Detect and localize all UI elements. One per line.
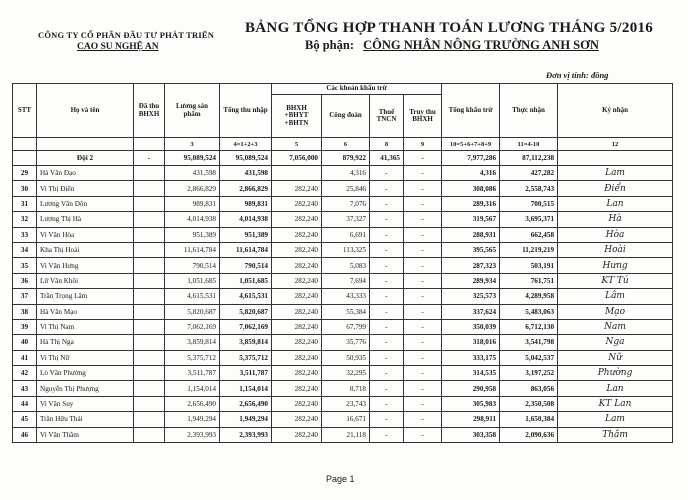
row-arrears: - [404, 381, 442, 396]
table-row [13, 319, 673, 334]
row-product-wage: 4,615,531 [165, 289, 220, 304]
row-total-income: 3,511,787 [220, 366, 272, 381]
row-bhxh-paid [134, 427, 165, 442]
team-total-deduction: 7,977,286 [442, 151, 500, 166]
team-insurance: 7,056,000 [272, 151, 322, 166]
signature-mark: Lan [558, 381, 673, 396]
row-total-deduction: 318,016 [442, 335, 500, 350]
index-c10: 10=5+6+7+8+9 [442, 138, 500, 151]
row-bhxh-paid [134, 273, 165, 288]
page-number: Page 1 [326, 474, 355, 484]
row-product-wage: 5,375,712 [165, 350, 220, 365]
row-arrears: - [404, 412, 442, 427]
row-tax: - [370, 227, 404, 242]
row-tax: - [370, 396, 404, 411]
row-stt: 40 [13, 335, 37, 350]
row-insurance: 282,240 [272, 258, 322, 273]
row-tax: - [370, 366, 404, 381]
row-tax: - [370, 381, 404, 396]
table-row [13, 181, 673, 196]
row-union: 5,083 [322, 258, 370, 273]
row-product-wage: 431,598 [165, 166, 220, 181]
header-row-top [13, 84, 673, 95]
column-index-row [13, 138, 673, 151]
table-row [13, 242, 673, 257]
row-bhxh-paid [134, 366, 165, 381]
document-title: BẢNG TỔNG HỢP THANH TOÁN LƯƠNG THÁNG 5/2016 [245, 20, 654, 36]
row-name: Vi Thị Nữ [37, 350, 134, 365]
department-name: CÔNG NHÂN NÔNG TRƯỜNG ANH SƠN [363, 38, 599, 52]
row-net: 3,695,371 [500, 212, 558, 227]
row-net: 863,056 [500, 381, 558, 396]
row-stt: 39 [13, 319, 37, 334]
company-name: CÔNG TY CỔ PHẦN ĐẦU TƯ PHÁT TRIỂN [38, 30, 215, 40]
row-union: 21,118 [322, 427, 370, 442]
team-arrears: - [404, 151, 442, 166]
signature-mark: KT Lan [558, 396, 673, 411]
row-total-income: 1,949,294 [220, 412, 272, 427]
row-total-income: 7,062,169 [220, 319, 272, 334]
row-bhxh-paid [134, 212, 165, 227]
row-bhxh-paid [134, 258, 165, 273]
signature-mark: Nữ [558, 350, 673, 365]
department-label: Bộ phận: [305, 38, 354, 52]
row-stt: 34 [13, 242, 37, 257]
row-net: 5,042,537 [500, 350, 558, 365]
row-arrears: - [404, 212, 442, 227]
row-name: Vi Thị Điển [37, 181, 134, 196]
row-total-deduction: 289,316 [442, 196, 500, 211]
row-arrears: - [404, 289, 442, 304]
table-row [13, 289, 673, 304]
row-product-wage: 3,859,814 [165, 335, 220, 350]
row-total-income: 1,051,685 [220, 273, 272, 288]
row-name: Nguyễn Thị Phượng [37, 381, 134, 396]
row-total-income: 5,820,687 [220, 304, 272, 319]
col-signature: Ký nhận [558, 84, 673, 138]
row-bhxh-paid [134, 181, 165, 196]
row-insurance: 282,240 [272, 366, 322, 381]
row-total-income: 790,514 [220, 258, 272, 273]
row-arrears: - [404, 242, 442, 257]
row-insurance: 282,240 [272, 381, 322, 396]
row-arrears: - [404, 427, 442, 442]
signature-mark: Nam [558, 319, 673, 334]
row-total-deduction: 350,039 [442, 319, 500, 334]
row-arrears: - [404, 227, 442, 242]
row-total-income: 431,598 [220, 166, 272, 181]
team-total-row [13, 151, 673, 166]
index-c12: 12 [558, 138, 673, 151]
row-total-income: 2,866,829 [220, 181, 272, 196]
signature-mark: KT Tú [558, 273, 673, 288]
row-total-income: 989,831 [220, 196, 272, 211]
row-arrears: - [404, 319, 442, 334]
row-net: 3,197,252 [500, 366, 558, 381]
row-tax: - [370, 273, 404, 288]
row-product-wage: 4,014,938 [165, 212, 220, 227]
row-total-deduction: 308,086 [442, 181, 500, 196]
team-label: Đội 2 [37, 151, 134, 166]
table-row [13, 412, 673, 427]
row-total-deduction: 288,931 [442, 227, 500, 242]
row-stt: 44 [13, 396, 37, 411]
row-stt: 35 [13, 258, 37, 273]
row-union: 8,718 [322, 381, 370, 396]
col-insurance: BHXH +BHYT +BHTN [272, 95, 322, 138]
row-name: Hà Thị Nga [37, 335, 134, 350]
row-tax: - [370, 196, 404, 211]
row-tax: - [370, 289, 404, 304]
row-product-wage: 1,154,014 [165, 381, 220, 396]
signature-mark: Lâm [558, 289, 673, 304]
row-net: 5,483,063 [500, 304, 558, 319]
row-product-wage: 11,614,784 [165, 242, 220, 257]
row-product-wage: 7,062,169 [165, 319, 220, 334]
row-stt: 38 [13, 304, 37, 319]
row-total-income: 5,375,712 [220, 350, 272, 365]
row-tax: - [370, 427, 404, 442]
row-name: Vi Văn Thắm [37, 427, 134, 442]
row-product-wage: 2,866,829 [165, 181, 220, 196]
signature-mark: Hưng [558, 258, 673, 273]
row-net: 2,090,636 [500, 427, 558, 442]
table-row [13, 212, 673, 227]
col-total-income: Tổng thu nhập [220, 84, 272, 138]
row-name: Lương Thị Hà [37, 212, 134, 227]
row-product-wage: 790,514 [165, 258, 220, 273]
row-name: Lữ Văn Khôi [37, 273, 134, 288]
col-stt: STT [13, 84, 37, 138]
row-union: 25,846 [322, 181, 370, 196]
row-total-deduction: 298,911 [442, 412, 500, 427]
row-union: 37,327 [322, 212, 370, 227]
index-c11: 11=4-10 [500, 138, 558, 151]
row-arrears: - [404, 350, 442, 365]
row-net: 427,282 [500, 166, 558, 181]
row-union: 32,295 [322, 366, 370, 381]
team-bhxh: - [134, 151, 165, 166]
row-bhxh-paid [134, 319, 165, 334]
index-c6: 6 [322, 138, 370, 151]
row-name: Lò Văn Phường [37, 366, 134, 381]
row-total-income: 4,615,531 [220, 289, 272, 304]
row-net: 6,712,130 [500, 319, 558, 334]
row-stt: 46 [13, 427, 37, 442]
row-tax: - [370, 181, 404, 196]
table-row [13, 335, 673, 350]
row-insurance: 282,240 [272, 427, 322, 442]
row-name: Vi Văn Hòa [37, 227, 134, 242]
row-net: 2,558,743 [500, 181, 558, 196]
row-union: 6,691 [322, 227, 370, 242]
row-tax: - [370, 242, 404, 257]
signature-mark: Hà [558, 212, 673, 227]
row-bhxh-paid [134, 381, 165, 396]
row-stt: 45 [13, 412, 37, 427]
row-union: 23,743 [322, 396, 370, 411]
row-total-income: 4,014,938 [220, 212, 272, 227]
row-total-deduction: 319,567 [442, 212, 500, 227]
row-bhxh-paid [134, 242, 165, 257]
row-union: 35,776 [322, 335, 370, 350]
signature-mark: Lam [558, 166, 673, 181]
signature-mark: Nga [558, 335, 673, 350]
row-insurance: 282,240 [272, 181, 322, 196]
table-row [13, 258, 673, 273]
table-row [13, 350, 673, 365]
row-net: 4,289,958 [500, 289, 558, 304]
row-insurance: 282,240 [272, 396, 322, 411]
row-bhxh-paid [134, 196, 165, 211]
row-name: Trần Hữu Thái [37, 412, 134, 427]
row-total-deduction: 290,958 [442, 381, 500, 396]
col-union: Công đoàn [322, 95, 370, 138]
row-stt: 36 [13, 273, 37, 288]
row-name: Vi Văn Hưng [37, 258, 134, 273]
col-name: Họ và tên [37, 84, 134, 138]
row-name: Vi Thị Nam [37, 319, 134, 334]
row-net: 3,541,798 [500, 335, 558, 350]
row-insurance: 282,240 [272, 273, 322, 288]
table-row [13, 381, 673, 396]
team-tax: 41,365 [370, 151, 404, 166]
row-bhxh-paid [134, 166, 165, 181]
row-product-wage: 989,831 [165, 196, 220, 211]
row-total-deduction: 337,624 [442, 304, 500, 319]
row-insurance: 282,240 [272, 212, 322, 227]
row-bhxh-paid [134, 227, 165, 242]
index-c4: 4=1+2+3 [220, 138, 272, 151]
row-total-income: 2,393,993 [220, 427, 272, 442]
table-row [13, 396, 673, 411]
row-total-income: 1,154,014 [220, 381, 272, 396]
row-product-wage: 5,820,687 [165, 304, 220, 319]
row-total-deduction: 287,323 [442, 258, 500, 273]
row-bhxh-paid [134, 289, 165, 304]
row-arrears: - [404, 258, 442, 273]
row-net: 1,650,384 [500, 412, 558, 427]
row-arrears: - [404, 304, 442, 319]
row-union: 113,325 [322, 242, 370, 257]
signature-mark: Hoài [558, 242, 673, 257]
row-stt: 41 [13, 350, 37, 365]
row-arrears: - [404, 335, 442, 350]
row-arrears: - [404, 366, 442, 381]
row-total-deduction: 395,565 [442, 242, 500, 257]
row-name: Trần Trọng Lâm [37, 289, 134, 304]
row-name: Hà Văn Đạo [37, 166, 134, 181]
row-tax: - [370, 258, 404, 273]
col-bhxh-paid: Đã thu BHXH [134, 84, 165, 138]
row-arrears: - [404, 196, 442, 211]
row-tax: - [370, 319, 404, 334]
row-stt: 29 [13, 166, 37, 181]
row-insurance [272, 166, 322, 181]
row-total-deduction: 325,573 [442, 289, 500, 304]
index-c5: 5 [272, 138, 322, 151]
row-net: 662,458 [500, 227, 558, 242]
row-insurance: 282,240 [272, 319, 322, 334]
currency-unit-note: Đơn vị tính: đồng [546, 70, 609, 80]
table-row [13, 427, 673, 442]
row-insurance: 282,240 [272, 196, 322, 211]
row-stt: 43 [13, 381, 37, 396]
row-product-wage: 2,393,993 [165, 427, 220, 442]
team-product-wage: 95,089,524 [165, 151, 220, 166]
row-bhxh-paid [134, 396, 165, 411]
row-arrears: - [404, 273, 442, 288]
row-bhxh-paid [134, 350, 165, 365]
row-total-income: 3,859,814 [220, 335, 272, 350]
row-tax: - [370, 304, 404, 319]
row-stt: 32 [13, 212, 37, 227]
row-union: 7,694 [322, 273, 370, 288]
row-bhxh-paid [134, 335, 165, 350]
signature-mark: Lam [558, 412, 673, 427]
row-net: 11,219,219 [500, 242, 558, 257]
row-union: 4,316 [322, 166, 370, 181]
payroll-table [12, 83, 673, 443]
row-total-income: 2,656,490 [220, 396, 272, 411]
row-total-deduction: 289,934 [442, 273, 500, 288]
company-subname: CAO SU NGHỆ AN [77, 42, 159, 52]
col-arrears: Truy thu BHXH [404, 95, 442, 138]
table-row [13, 166, 673, 181]
row-total-income: 11,614,784 [220, 242, 272, 257]
row-insurance: 282,240 [272, 227, 322, 242]
team-union: 879,922 [322, 151, 370, 166]
signature-mark: Lan [558, 196, 673, 211]
signature-mark: Thắm [558, 427, 673, 442]
row-tax: - [370, 166, 404, 181]
team-total-income: 95,089,524 [220, 151, 272, 166]
row-total-deduction: 303,358 [442, 427, 500, 442]
signature-mark: Mạo [558, 304, 673, 319]
row-stt: 37 [13, 289, 37, 304]
row-union: 7,076 [322, 196, 370, 211]
row-net: 761,751 [500, 273, 558, 288]
team-net: 87,112,238 [500, 151, 558, 166]
row-tax: - [370, 335, 404, 350]
row-insurance: 282,240 [272, 350, 322, 365]
row-net: 2,350,508 [500, 396, 558, 411]
row-name: Kha Thị Hoài [37, 242, 134, 257]
row-bhxh-paid [134, 412, 165, 427]
row-total-deduction: 314,535 [442, 366, 500, 381]
row-total-deduction: 305,983 [442, 396, 500, 411]
col-deductions-group: Các khoản khấu trừ [272, 84, 442, 95]
row-arrears: - [404, 396, 442, 411]
table-row [13, 304, 673, 319]
table-row [13, 366, 673, 381]
row-insurance: 282,240 [272, 242, 322, 257]
row-insurance: 282,240 [272, 289, 322, 304]
row-total-income: 951,389 [220, 227, 272, 242]
row-tax: - [370, 350, 404, 365]
row-stt: 30 [13, 181, 37, 196]
row-tax: - [370, 212, 404, 227]
index-c3: 3 [165, 138, 220, 151]
row-arrears: - [404, 166, 442, 181]
table-row [13, 273, 673, 288]
row-total-deduction: 4,316 [442, 166, 500, 181]
table-row [13, 227, 673, 242]
signature-mark: Điển [558, 181, 673, 196]
col-tax: Thuế TNCN [370, 95, 404, 138]
row-total-deduction: 333,175 [442, 350, 500, 365]
row-stt: 42 [13, 366, 37, 381]
row-name: Vi Văn Suy [37, 396, 134, 411]
row-product-wage: 1,949,294 [165, 412, 220, 427]
row-product-wage: 3,511,787 [165, 366, 220, 381]
col-total-deduction: Tổng khấu trừ [442, 84, 500, 138]
row-union: 43,333 [322, 289, 370, 304]
signature-mark: Phường [558, 366, 673, 381]
row-product-wage: 951,389 [165, 227, 220, 242]
row-net: 503,191 [500, 258, 558, 273]
index-c8: 8 [370, 138, 404, 151]
row-union: 55,384 [322, 304, 370, 319]
row-name: Hà Văn Mạo [37, 304, 134, 319]
row-union: 67,799 [322, 319, 370, 334]
row-product-wage: 2,656,490 [165, 396, 220, 411]
row-union: 50,935 [322, 350, 370, 365]
index-c9: 9 [404, 138, 442, 151]
department-line [305, 38, 599, 53]
row-name: Lương Văn Dôn [37, 196, 134, 211]
row-union: 16,671 [322, 412, 370, 427]
table-row [13, 196, 673, 211]
row-insurance: 282,240 [272, 304, 322, 319]
col-product-wage: Lương sản phẩm [165, 84, 220, 138]
signature-mark: Hòa [558, 227, 673, 242]
row-stt: 33 [13, 227, 37, 242]
row-tax: - [370, 412, 404, 427]
row-product-wage: 1,051,685 [165, 273, 220, 288]
row-arrears: - [404, 181, 442, 196]
row-stt: 31 [13, 196, 37, 211]
row-insurance: 282,240 [272, 412, 322, 427]
row-bhxh-paid [134, 304, 165, 319]
row-net: 700,515 [500, 196, 558, 211]
col-net-received: Thực nhận [500, 84, 558, 138]
row-insurance: 282,240 [272, 335, 322, 350]
